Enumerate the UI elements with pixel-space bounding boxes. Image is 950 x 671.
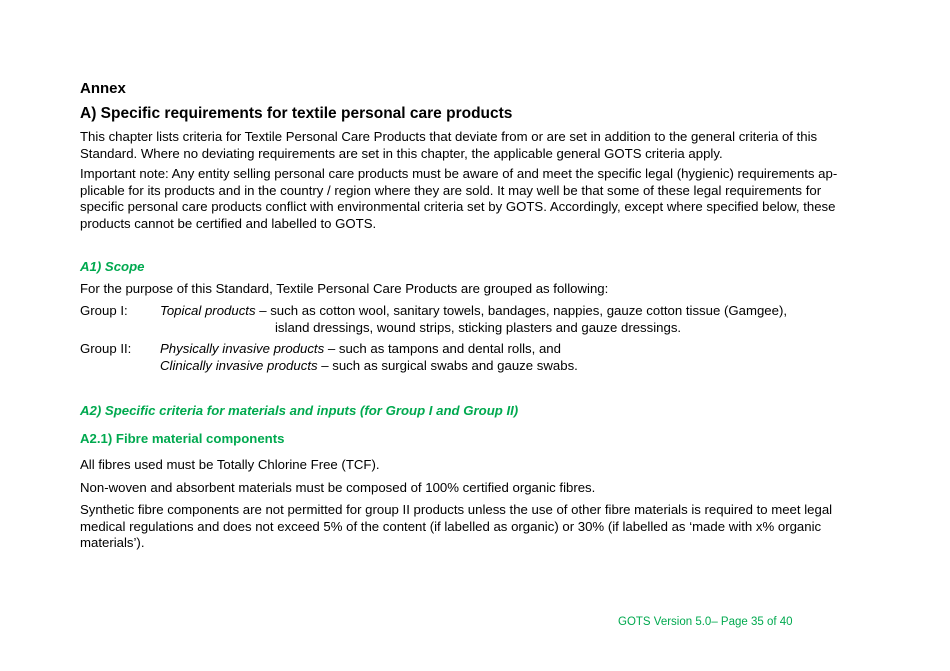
group-2-description (160, 341, 870, 374)
a21-paragraph-3 (80, 502, 870, 552)
intro-paragraph-1: This chapter lists criteria for Textile Personal Care Products that deviate from or are set in addition to the general criteria of this Standard. Where no deviating requirements are set in this chapter, the applicable general GOTS criteria apply. (80, 129, 818, 161)
section-a-title: A) Specific requirements for textile personal care products (80, 105, 513, 122)
a21-paragraph-3-line-3: materials’). (80, 535, 145, 550)
important-note-line-2: plicable for its products and in the country / region where they are sold. It may well be that some of these legal requirements for (80, 182, 822, 198)
annex-heading: Annex (80, 80, 126, 97)
scope-intro: For the purpose of this Standard, Textile Personal Care Products are grouped as following: (80, 281, 609, 296)
important-note-paragraph (80, 166, 870, 232)
a21-paragraph-1: All fibres used must be Totally Chlorine Free (TCF). (80, 457, 380, 472)
group-2-term-1: Physically invasive products (160, 341, 325, 356)
a21-heading: A2.1) Fibre material components (80, 431, 285, 446)
group-1-description (160, 303, 870, 336)
important-note-line-4: products cannot be certified and labelled to GOTS. (80, 215, 377, 231)
important-note-line-3: specific personal care products conflict with environmental criteria set by GOTS. Accordingly, except where specified below, these (80, 199, 836, 214)
group-2-label: Group II: (80, 341, 132, 356)
important-note-line-1: Important note: Any entity selling personal care products must be aware of and meet the specific legal (hygienic) requirements ap- (80, 166, 838, 181)
a2-heading: A2) Specific criteria for materials and inputs (for Group I and Group II) (80, 403, 519, 418)
a21-paragraph-3-line-2: medical regulations and does not exceed 5% of the content (if labelled as organic) or 30% (if labelled as ‘made with x% organic (80, 518, 822, 534)
a21-paragraph-2: Non-woven and absorbent materials must be composed of 100% certified organic fibres. (80, 480, 596, 495)
group-2-term-2: Clinically invasive products (160, 357, 318, 373)
scope-heading: A1) Scope (80, 259, 145, 274)
group-1-term: Topical products (160, 303, 256, 318)
group-1-line-2: island dressings, wound strips, sticking plasters and gauze dressings. (275, 319, 682, 335)
group-1-line-1: – such as cotton wool, sanitary towels, bandages, nappies, gauze cotton tissue (Gamgee), (255, 303, 788, 318)
document-page (80, 0, 870, 671)
page-footer: GOTS Version 5.0– Page 35 of 40 (618, 616, 793, 628)
group-2-line-1: – such as tampons and dental rolls, and (324, 341, 561, 356)
group-2-line-2: – such as surgical swabs and gauze swabs. (317, 357, 578, 373)
a21-paragraph-3-line-1: Synthetic fibre components are not permitted for group II products unless the use of other fibre materials is required to meet legal (80, 502, 833, 517)
group-1-label: Group I: (80, 303, 128, 318)
